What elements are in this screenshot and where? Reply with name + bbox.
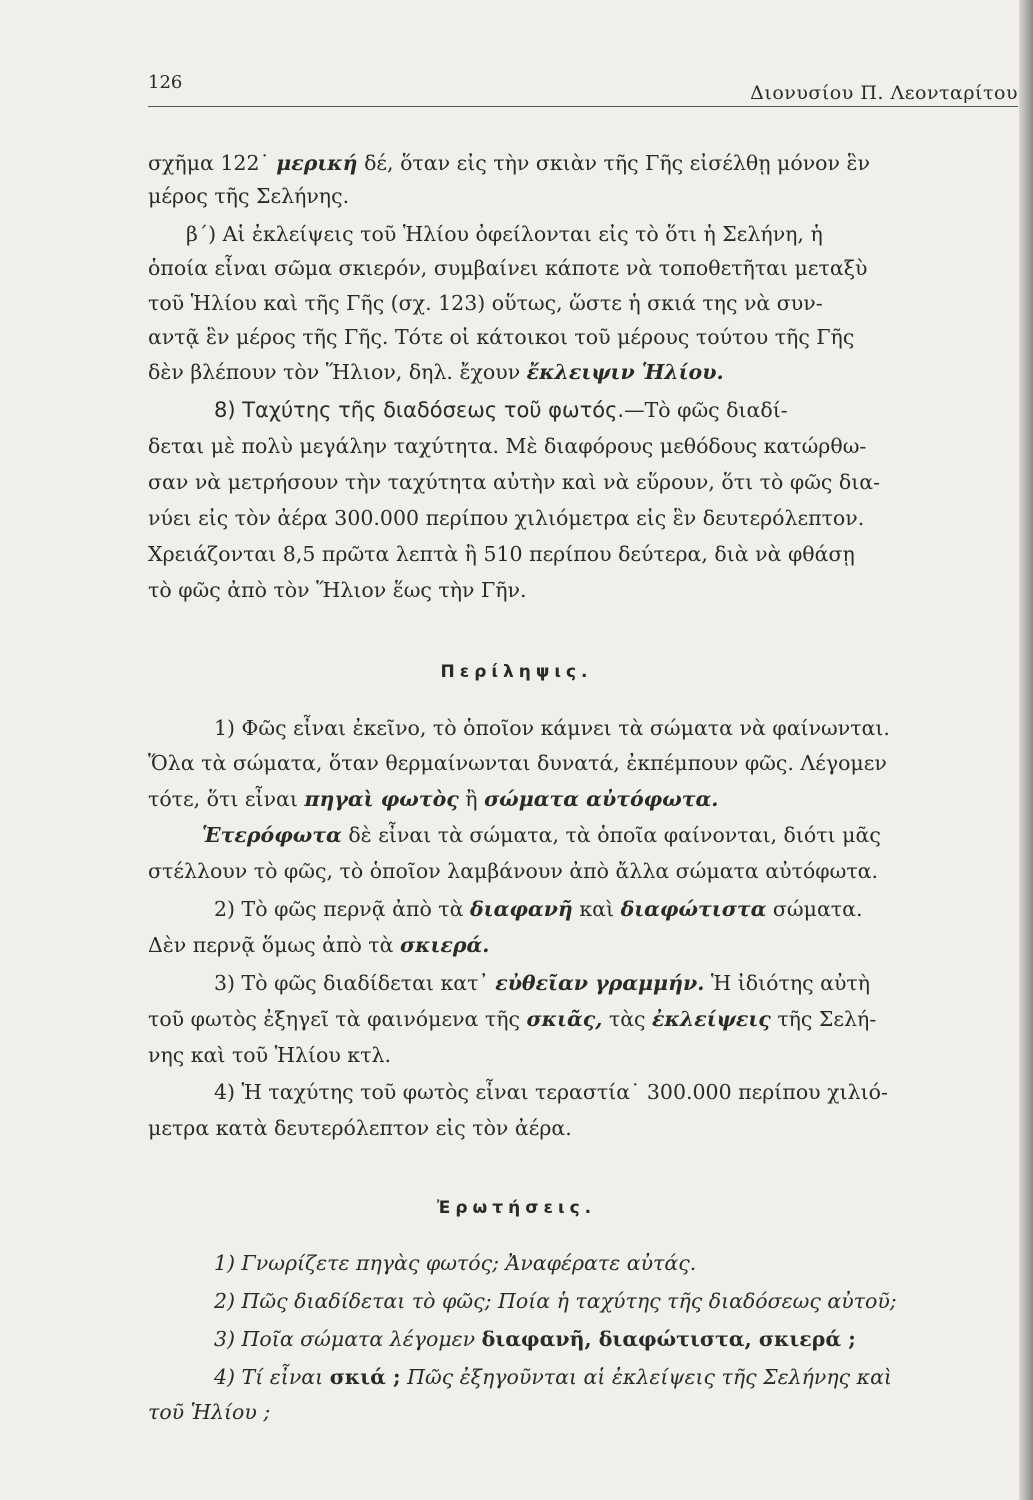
running-head: Διονυσίου Π. Λεονταρίτου [750, 82, 1018, 104]
questions-heading: Ἐρωτήσεις. [436, 1198, 597, 1218]
text-line: 3) Τὸ φῶς διαδίδεται κατ᾿ εὐθεῖαν γραμμήν. Ἡ ἰδιότης αὐτὴ [214, 971, 871, 995]
text-line: 1) Φῶς εἶναι ἐκεῖνο, τὸ ὁποῖον κάμνει τὰ σώματα νὰ φαίνωνται. [214, 716, 890, 740]
summary-heading: Περίληψις. [440, 662, 593, 682]
text-line: τὸ φῶς ἀπὸ τὸν Ἥλιον ἕως τὴν Γῆν. [148, 578, 527, 602]
text-line: μετρα κατὰ δευτερόλεπτον εἰς τὸν ἀέρα. [148, 1116, 572, 1140]
text-line: μέρος τῆς Σελήνης. [148, 184, 350, 208]
text-line: τοῦ Ἡλίου καὶ τῆς Γῆς (σχ. 123) οὕτως, ὥστε ἡ σκιά της νὰ συν- [148, 291, 823, 315]
page-edge-shadow [1019, 0, 1033, 1500]
text-line: σχῆμα 122˙ μερική δέ, ὅταν εἰς τὴν σκιὰν τῆς Γῆς εἰσέλθῃ μόνον ἓν [148, 151, 870, 175]
section-title: 8) Ταχύτης τῆς διαδόσεως τοῦ φωτός. [214, 398, 625, 422]
text-line: σαν νὰ μετρήσουν τὴν ταχύτητα αὐτὴν καὶ νὰ εὕρουν, ὅτι τὸ φῶς δια- [148, 470, 881, 494]
text-line: ὁποία εἶναι σῶμα σκιερόν, συμβαίνει κάποτε νὰ τοποθετῆται μεταξὺ [148, 256, 868, 280]
text-line: Δὲν περνᾷ ὅμως ἀπὸ τὰ σκιερά. [148, 933, 490, 957]
question-item: 3) Ποῖα σώματα λέγομεν διαφανῆ, διαφώτιστα, σκιερά ; [214, 1327, 856, 1351]
text-line: δεται μὲ πολὺ μεγάλην ταχύτητα. Μὲ διαφόρους μεθόδους κατώρθω- [148, 434, 867, 458]
question-item: 2) Πῶς διαδίδεται τὸ φῶς; Ποία ἡ ταχύτης τῆς διαδόσεως αὐτοῦ; [214, 1289, 897, 1313]
text-line: 2) Τὸ φῶς περνᾷ ἀπὸ τὰ διαφανῆ καὶ διαφώτιστα σώματα. [214, 897, 863, 921]
text-line: Ὅλα τὰ σώματα, ὅταν θερμαίνωνται δυνατά, ἐκπέμπουν φῶς. Λέγομεν [148, 751, 887, 775]
text-line: τοῦ Ἡλίου ; [148, 1400, 271, 1424]
page-number: 126 [148, 72, 183, 93]
text-line: Χρειάζονται 8,5 πρῶτα λεπτὰ ἢ 510 περίπου δεύτερα, διὰ νὰ φθάσῃ [148, 542, 855, 566]
text-line: τοῦ φωτὸς ἐξηγεῖ τὰ φαινόμενα τῆς σκιᾶς, τὰς ἐκλείψεις τῆς Σελή- [148, 1007, 877, 1031]
section-title-line: 8) Ταχύτης τῆς διαδόσεως τοῦ φωτός.—Τὸ φῶς διαδί- [214, 398, 788, 422]
text-line: νης καὶ τοῦ Ἡλίου κτλ. [148, 1043, 391, 1067]
text-line: Ἑτερόφωτα δὲ εἶναι τὰ σώματα, τὰ ὁποῖα φαίνονται, διότι μᾶς [202, 823, 881, 847]
text-line: τότε, ὅτι εἶναι πηγαὶ φωτὸς ἢ σώματα αὐτόφωτα. [148, 787, 719, 811]
text-line: αντᾷ ἓν μέρος τῆς Γῆς. Τότε οἱ κάτοικοι τοῦ μέρους τούτου τῆς Γῆς [148, 325, 855, 349]
text-line: β΄) Αἱ ἐκλείψεις τοῦ Ἡλίου ὀφείλονται εἰς τὸ ὅτι ἡ Σελήνη, ἡ [186, 222, 823, 246]
text-line: στέλλουν τὸ φῶς, τὸ ὁποῖον λαμβάνουν ἀπὸ ἄλλα σώματα αὐτόφωτα. [148, 859, 879, 883]
question-item: 4) Τί εἶναι σκιά ; Πῶς ἐξηγοῦνται αἱ ἐκλείψεις τῆς Σελήνης καὶ [214, 1365, 892, 1389]
page-header [148, 72, 1018, 107]
text-line: νύει εἰς τὸν ἀέρα 300.000 περίπου χιλιόμετρα εἰς ἓν δευτερόλεπτον. [148, 506, 865, 530]
text-line: 4) Ἡ ταχύτης τοῦ φωτὸς εἶναι τεραστία˙ 300.000 περίπου χιλιό- [214, 1080, 888, 1104]
question-item: 1) Γνωρίζετε πηγὰς φωτός; Ἀναφέρατε αὐτάς. [214, 1251, 697, 1275]
text-line: δὲν βλέπουν τὸν Ἥλιον, δηλ. ἔχουν ἔκλειψιν Ἡλίου. [148, 360, 724, 384]
